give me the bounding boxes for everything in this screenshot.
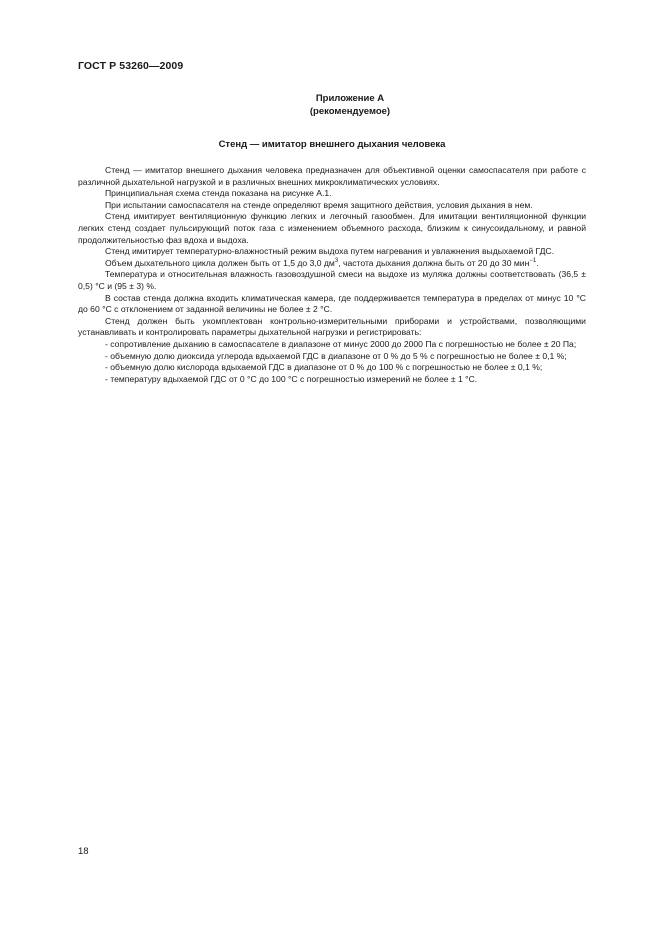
cycle-sup-rate: −1 <box>529 257 537 264</box>
document-body <box>78 165 586 385</box>
cycle-text-1: Объем дыхательного цикла должен быть от 1,5 до 3,0 дм <box>105 257 335 268</box>
annex-status: (рекомендуемое) <box>309 106 391 117</box>
paragraph: Стенд имитирует вентиляционную функцию легких и легочный газообмен. Для имитации вентиляционной функции легких стенд создает пульсирующий поток газа с изменением объемного расхода, близким к синусоидальному, и равной продолжительностью фаз вдоха и выдоха. <box>78 211 586 245</box>
list-item: - сопротивление дыханию в самоспасателе в диапазоне от минус 2000 до 2000 Па с погрешностью не более ± 20 Па; <box>105 338 577 349</box>
list-item: - объемную долю кислорода вдыхаемой ГДС в диапазоне от 0 % до 100 % с погрешностью не более ± 0,1 %; <box>105 362 543 373</box>
cycle-sup-volume: 3 <box>334 257 339 264</box>
paragraph: Стенд должен быть укомплектован контрольно-измерительными приборами и устройствами, позволяющими устанавливать и контролировать параметры дыхательной нагрузки и регистрировать: <box>78 315 586 338</box>
paragraph: Стенд — имитатор внешнего дыхания человека предназначен для объективной оценки самоспасателя при работе с различной дыхательной нагрузкой и в различных внешних микроклиматических условиях. <box>78 165 586 187</box>
annex-heading <box>210 92 490 118</box>
paragraph: В состав стенда должна входить климатическая камера, где поддерживается температура в пределах от минус 10 °С до 60 °С с отклонением от заданной величины не более ± 2 °С. <box>78 292 586 315</box>
cycle-text-3: . <box>536 257 539 268</box>
page-number: 18 <box>78 846 89 857</box>
standard-code: ГОСТ Р 53260—2009 <box>78 60 184 72</box>
paragraph: Принципиальная схема стенда показана на рисунке А.1. <box>105 188 332 199</box>
paragraph: При испытании самоспасателя на стенде определяют время защитного действия, условия дыхания в нем. <box>105 199 533 210</box>
paragraph: Стенд имитирует температурно-влажностный режим выдоха путем нагревания и увлажнения выдыхаемой ГДС. <box>105 246 555 257</box>
cycle-text-2: , частота дыхания должна быть от 20 до 30 мин <box>338 257 530 268</box>
list-item: - температуру вдыхаемой ГДС от 0 °С до 100 °С с погрешностью измерений не более ± 1 °С. <box>105 373 478 384</box>
list-item: - объемную долю диоксида углерода вдыхаемой ГДС в диапазоне от 0 % до 5 % с погрешностью не более ± 0,1 %; <box>105 350 567 361</box>
paragraph-breathing-cycle <box>78 258 586 270</box>
annex-label: Приложение А <box>315 93 385 104</box>
section-title: Стенд — имитатор внешнего дыхания человека <box>218 139 446 150</box>
paragraph: Температура и относительная влажность газовоздушной смеси на выдохе из муляжа должны соответствовать (36,5 ± 0,5) °С и (95 ± 3) %. <box>78 269 586 291</box>
